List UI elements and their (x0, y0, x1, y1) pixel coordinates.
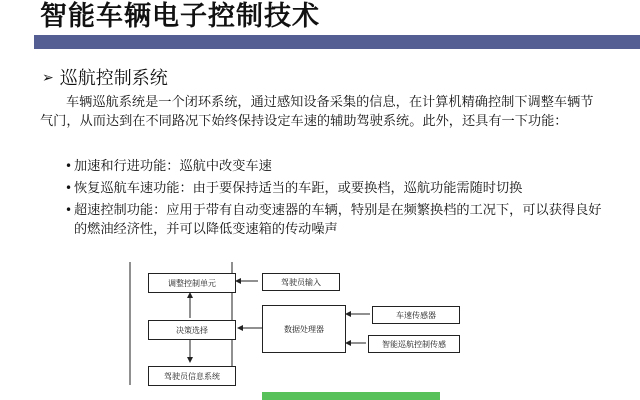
driver-info-system-box: 驾驶员信息系统 (148, 366, 236, 386)
slide-title: 智能车辆电子控制技术 (40, 1, 320, 32)
bullet-dot-icon: • (65, 159, 73, 173)
bullet-dot-icon: • (65, 203, 73, 217)
paragraph-text: 车辆巡航系统是一个闭环系统，通过感知设备采集的信息，在计算机精确控制下调整车辆节气门，从而达到在不同路况下始终保持设定车速的辅助驾驶系统。此外，还具有一下功能： (40, 95, 594, 129)
smart-cruise-sensor-box: 智能巡航控制传感 (368, 335, 460, 353)
speed-sensor-box: 车速传感器 (372, 306, 460, 324)
throttle-control-unit-box: 调整控制单元 (148, 273, 236, 293)
list-item-text: 超速控制功能：应用于带有自动变速器的车辆，特别是在频繁换档的工况下，可以获得良好的燃油经济性，并可以降低变速箱的传动噪声 (74, 203, 602, 237)
data-processor-box: 数据处理器 (262, 305, 346, 353)
driver-input-box: 驾驶员输入 (262, 273, 340, 291)
arrow-bullet-icon: ➢ (42, 70, 54, 86)
bullet-dot-icon: • (65, 181, 73, 195)
section-title: 巡航控制系统 (59, 68, 168, 89)
bottom-green-strip (262, 392, 440, 400)
decision-box: 决策选择 (148, 320, 236, 340)
list-item-text: 恢复巡航车速功能：由于要保持适当的车距，或要换档，巡航功能需随时切换 (74, 181, 523, 196)
list-item-text: 加速和行进功能：巡航中改变车速 (74, 159, 272, 174)
